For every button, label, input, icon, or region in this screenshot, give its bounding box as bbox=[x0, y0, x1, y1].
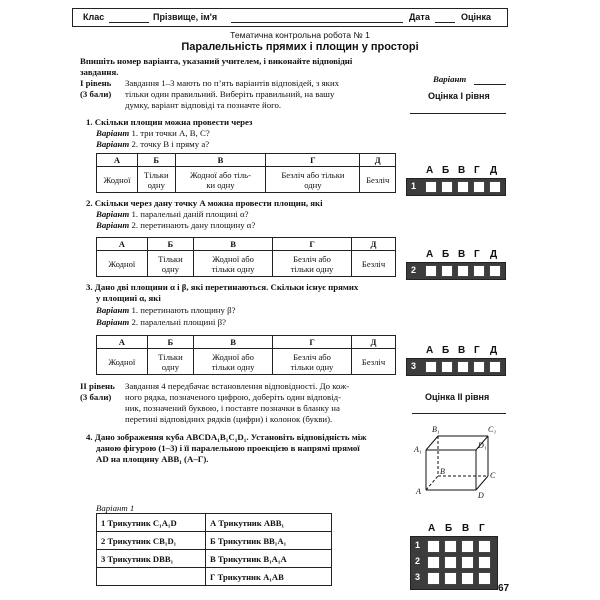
answer-box-1: 1 bbox=[406, 178, 506, 196]
q3-variant1: Варіант 1. перетинають площину β? bbox=[96, 305, 236, 315]
variant-field[interactable] bbox=[474, 84, 506, 85]
q3-text: 3. Дано дві площини α і β, які перетинаються. Скільки існує прямих у площині α, які bbox=[86, 282, 359, 303]
q1-option-e: Безліч bbox=[360, 167, 396, 193]
grid-cell[interactable] bbox=[444, 572, 457, 585]
q1-option-a: Жодної bbox=[97, 167, 138, 193]
cube-label: B bbox=[440, 467, 445, 476]
page-number: 67 bbox=[498, 583, 510, 594]
answer-cell[interactable] bbox=[441, 181, 453, 193]
grid-cell[interactable] bbox=[427, 572, 440, 585]
cube-label: C bbox=[490, 471, 496, 480]
q2-option-d: Безліч або тільки одну bbox=[273, 251, 352, 277]
level1-instructions: Завдання 1–3 мають по п’ять варіантів відповідей, з яких тільки один правильний. Виберіть правильний, на вашу думку, варіант відповіді та позначте його. bbox=[125, 78, 340, 110]
q1-text: 1. Скільки площин можна провести через bbox=[86, 117, 253, 127]
answer-box-3: 3 bbox=[406, 358, 506, 376]
answer-cell[interactable] bbox=[473, 181, 485, 193]
q2-option-e: Безліч bbox=[352, 251, 396, 277]
grid-cell[interactable] bbox=[461, 572, 474, 585]
grid-cell[interactable] bbox=[478, 556, 491, 569]
q1-option-b: Тільки одну bbox=[137, 167, 175, 193]
q3-option-b: Тільки одну bbox=[147, 349, 193, 375]
q2-text: 2. Скільки через дану точку A можна провести площин, які bbox=[86, 198, 323, 208]
grid-cell[interactable] bbox=[427, 556, 440, 569]
level2-label: ІІ рівень (3 бали) bbox=[80, 381, 115, 402]
q3-option-d: Безліч або тільки одну bbox=[273, 349, 352, 375]
cube-label: A bbox=[416, 487, 421, 496]
cube-label: C₁ bbox=[488, 425, 497, 434]
grid-cell[interactable] bbox=[478, 540, 491, 553]
grid-cell[interactable] bbox=[444, 540, 457, 553]
grade-level1-field[interactable] bbox=[410, 113, 506, 114]
q2-option-c: Жодної або тільки одну bbox=[194, 251, 273, 277]
answer-cell[interactable] bbox=[457, 361, 469, 373]
subtitle: Тематична контрольна робота № 1 bbox=[230, 30, 370, 40]
header-box bbox=[72, 8, 508, 27]
intro-text: Впишіть номер варіанта, указаний учителем, і виконайте відповідні завдання. bbox=[80, 56, 353, 77]
answer-cell[interactable] bbox=[489, 265, 501, 277]
grid-cell[interactable] bbox=[427, 540, 440, 553]
cube-label: A₁ bbox=[414, 445, 422, 454]
task4-text: 4. Дано зображення куба ABCDA₁B₁C₁D₁. Установіть відповідність між даною фігурою (1–3) і її паралельною проекцією в напрямі прямої AD на площину ABB₁ (А–Г). bbox=[86, 432, 367, 464]
grid-cell[interactable] bbox=[478, 572, 491, 585]
answer-cell[interactable] bbox=[441, 361, 453, 373]
q3-option-e: Безліч bbox=[352, 349, 396, 375]
class-label: Клас bbox=[83, 12, 105, 22]
answer-cell[interactable] bbox=[473, 265, 485, 277]
q1-variant1: Варіант 1. три точки A, B, C? bbox=[96, 128, 210, 138]
answer-cell[interactable] bbox=[441, 265, 453, 277]
level2-instructions: Завдання 4 передбачає встановлення відповідності. До кож- ного рядка, позначеного цифрою, доберіть один відповід- ник, позначений буквою, і поставте позначки в бланку на перетині відповідних рядків (цифри) і колонок (букви). bbox=[125, 381, 350, 424]
answer-cell[interactable] bbox=[425, 265, 437, 277]
answer-cell[interactable] bbox=[489, 181, 501, 193]
surname-label: Прізвище, ім'я bbox=[153, 12, 218, 22]
q2-options-table: А Б В Г Д Жодної Тільки одну Жодної або тільки одну Безліч або тільки одну Безліч bbox=[96, 237, 396, 277]
q1-option-d: Безліч або тільки одну bbox=[266, 167, 360, 193]
task4-match-table: 1 Трикутник C₁A₁D А Трикутник ABB₁ 2 Трикутник CB₁D₁ Б Трикутник BB₁A₁ 3 Трикутник DBB₁ В Трикутник B₁A₁A Г Трикутник A₁AB bbox=[96, 513, 332, 586]
task4-answer-grid: 1 2 3 bbox=[410, 536, 498, 590]
q2-option-b: Тільки одну bbox=[147, 251, 193, 277]
q1-variant2: Варіант 2. точку B і пряму a? bbox=[96, 139, 210, 149]
grade-label: Оцінка bbox=[461, 12, 491, 22]
page-title: Паралельність прямих і площин у просторі bbox=[181, 41, 419, 53]
answer-cell[interactable] bbox=[425, 181, 437, 193]
task4-variant-label: Варіант 1 bbox=[96, 503, 135, 513]
q2-variant1: Варіант 1. паралельні даній площині α? bbox=[96, 209, 249, 219]
answer-box-2: 2 bbox=[406, 262, 506, 280]
cube-label: D bbox=[478, 491, 484, 500]
grade-level2-field[interactable] bbox=[412, 413, 506, 414]
q2-option-a: Жодної bbox=[97, 251, 148, 277]
answer-cell[interactable] bbox=[457, 181, 469, 193]
answer-cell[interactable] bbox=[473, 361, 485, 373]
cube-figure bbox=[410, 418, 510, 500]
level1-label: І рівень (3 бали) bbox=[80, 78, 112, 99]
q3-variant2: Варіант 2. паралельні площині β? bbox=[96, 317, 226, 327]
grade-level2-label: Оцінка ІІ рівня bbox=[425, 392, 490, 402]
grid-cell[interactable] bbox=[461, 540, 474, 553]
grade-level1-label: Оцінка І рівня bbox=[428, 91, 490, 101]
cube-label: B₁ bbox=[432, 425, 440, 434]
variant-label: Варіант bbox=[433, 74, 467, 84]
q1-option-c: Жодної або тіль- ки одну bbox=[175, 167, 266, 193]
answer-cell[interactable] bbox=[457, 265, 469, 277]
q3-option-c: Жодної або тільки одну bbox=[194, 349, 273, 375]
q3-option-a: Жодної bbox=[97, 349, 148, 375]
q1-options-table: А Б В Г Д Жодної Тільки одну Жодної або тіль- ки одну Безліч або тільки одну Безліч bbox=[96, 153, 396, 193]
grid-cell[interactable] bbox=[461, 556, 474, 569]
q3-options-table: А Б В Г Д Жодної Тільки одну Жодної або тільки одну Безліч або тільки одну Безліч bbox=[96, 335, 396, 375]
grid-cell[interactable] bbox=[444, 556, 457, 569]
date-label: Дата bbox=[409, 12, 430, 22]
q2-variant2: Варіант 2. перетинають дану площину α? bbox=[96, 220, 256, 230]
answer-cell[interactable] bbox=[425, 361, 437, 373]
answer-cell[interactable] bbox=[489, 361, 501, 373]
cube-label: D₁ bbox=[478, 441, 487, 450]
